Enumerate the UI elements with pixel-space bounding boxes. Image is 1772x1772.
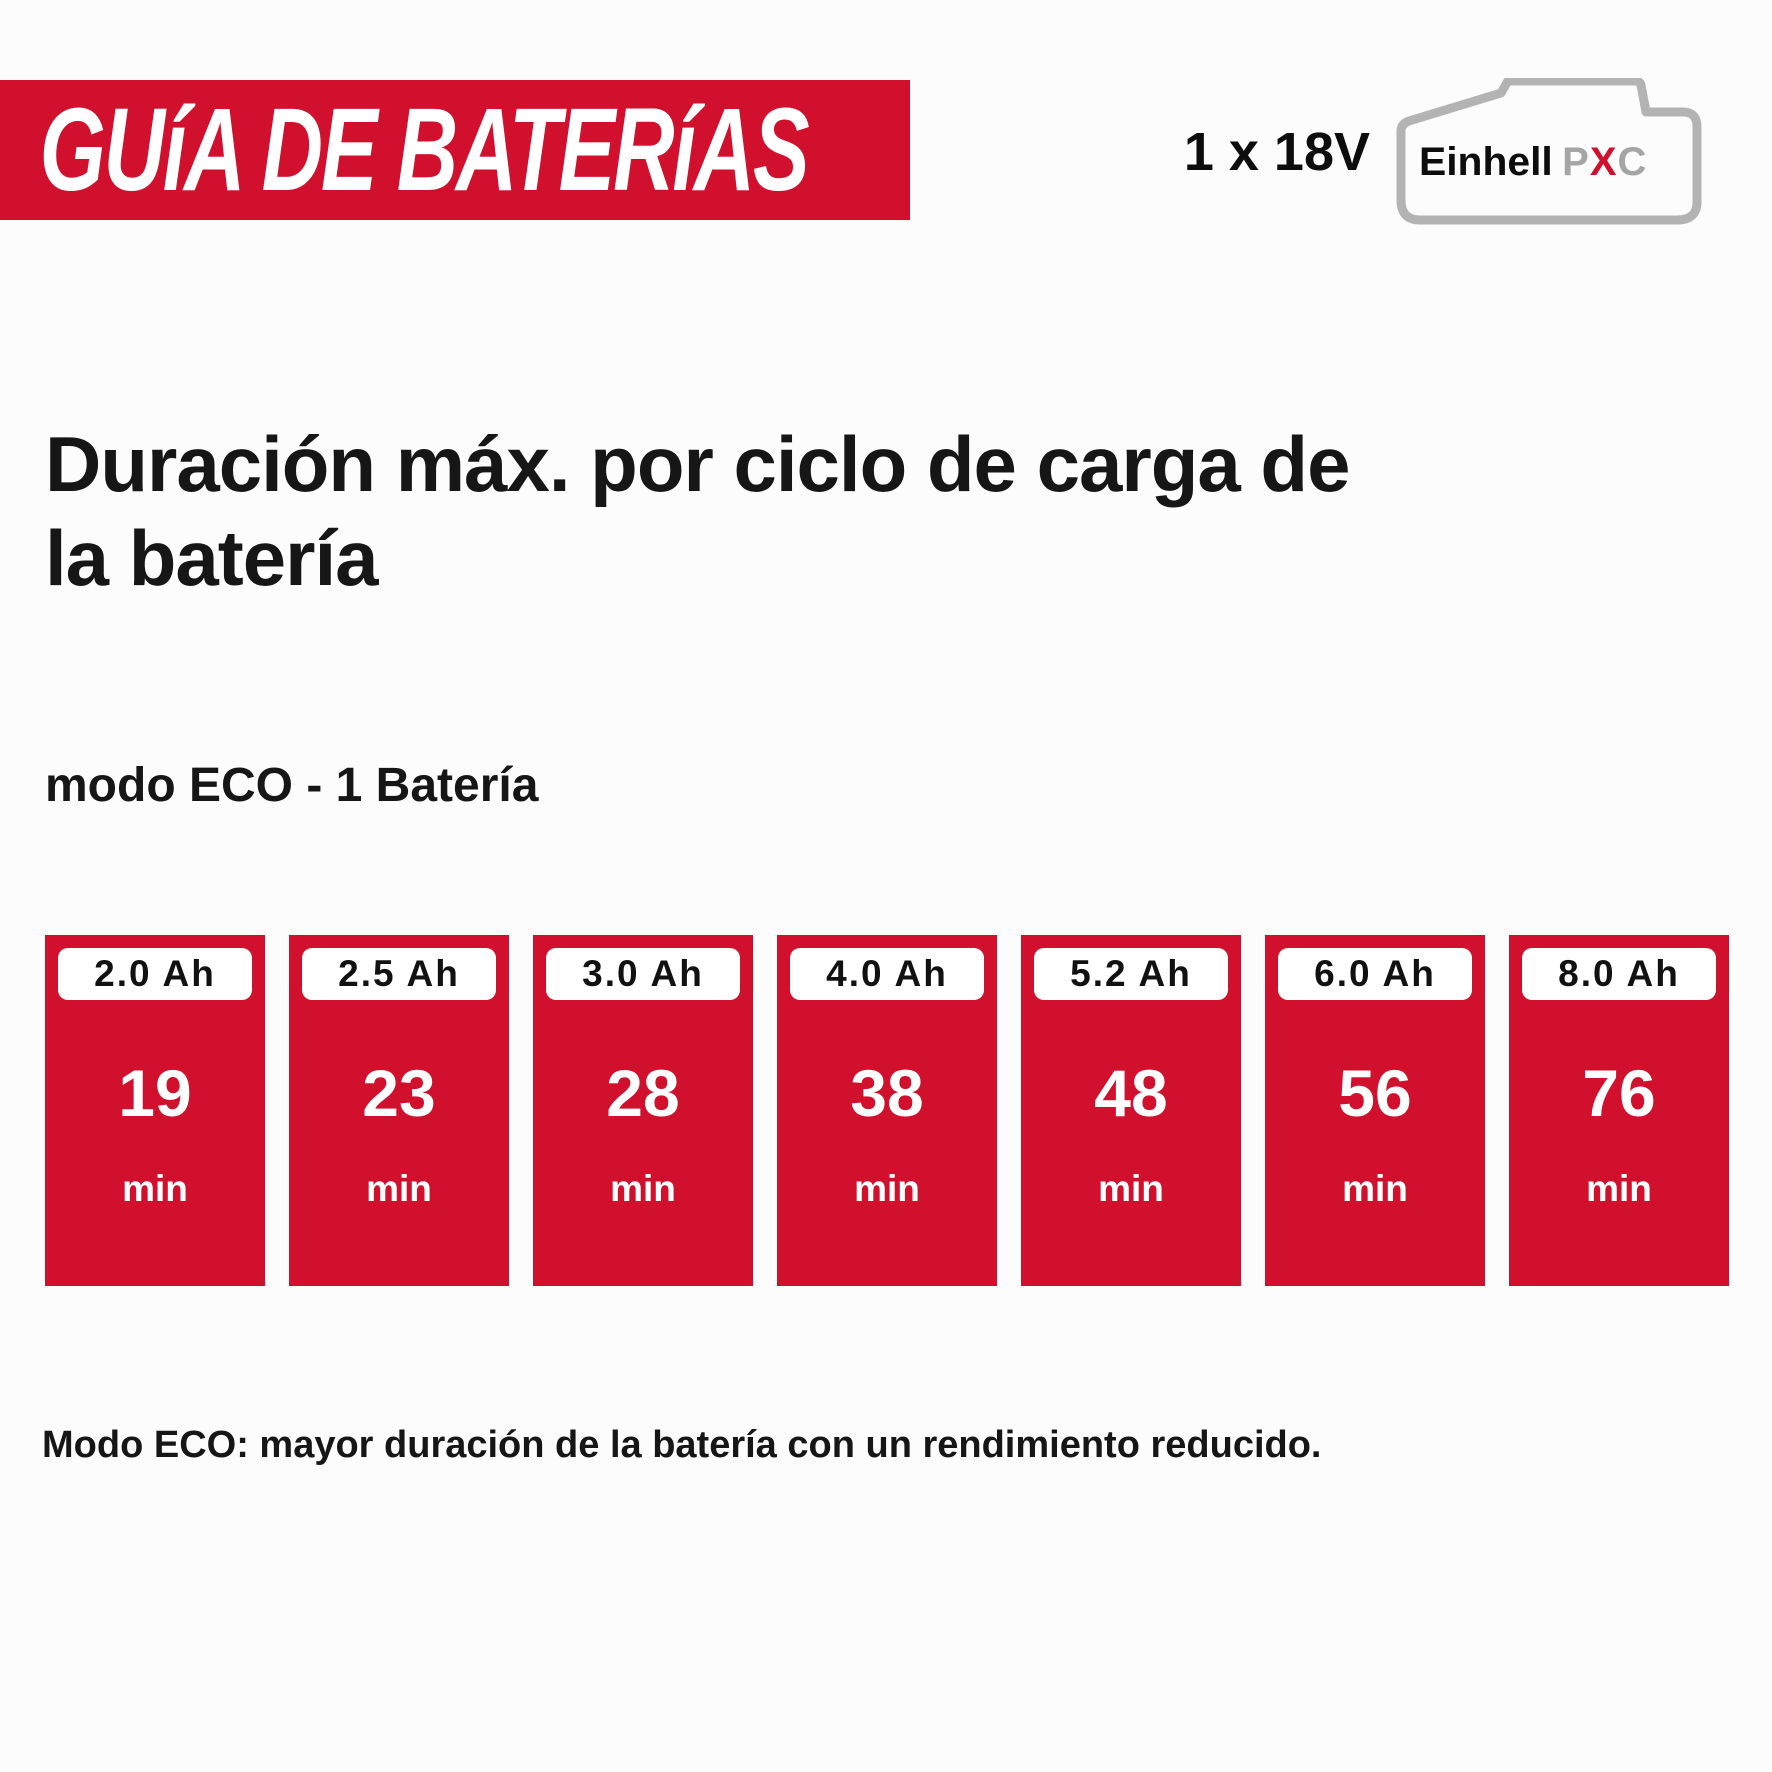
duration-unit: min bbox=[1586, 1168, 1652, 1209]
duration-value: 56 bbox=[1338, 1056, 1412, 1130]
duration-value: 48 bbox=[1094, 1056, 1168, 1130]
capacity-badge: 2.0 Ah bbox=[58, 948, 252, 1000]
capacity-badge: 2.5 Ah bbox=[302, 948, 496, 1000]
mode-subtitle: modo ECO - 1 Batería bbox=[45, 759, 539, 812]
duration-unit: min bbox=[1098, 1168, 1164, 1209]
duration-value: 28 bbox=[606, 1056, 680, 1130]
battery-card-4-0ah bbox=[777, 935, 997, 1286]
page-title bbox=[45, 418, 1745, 605]
duration-unit: min bbox=[366, 1168, 432, 1209]
duration-value: 76 bbox=[1582, 1056, 1656, 1130]
pxc-letter-c: C bbox=[1617, 140, 1648, 184]
guide-title: GUíA DE BATERíAS bbox=[39, 84, 808, 216]
duration-value: 23 bbox=[362, 1056, 436, 1130]
pxc-letter-x: X bbox=[1589, 140, 1618, 184]
eco-mode-footnote: Modo ECO: mayor duración de la batería con un rendimiento reducido. bbox=[42, 1424, 1322, 1466]
capacity-badge: 6.0 Ah bbox=[1278, 948, 1472, 1000]
duration-unit: min bbox=[122, 1168, 188, 1209]
guide-title-banner bbox=[0, 80, 910, 220]
battery-card-5-2ah bbox=[1021, 935, 1241, 1286]
pxc-letter-p: P bbox=[1562, 140, 1590, 184]
battery-duration-cards bbox=[45, 935, 1729, 1286]
page-title-line2: la batería bbox=[45, 513, 378, 602]
duration-value: 38 bbox=[850, 1056, 924, 1130]
battery-card-2-5ah bbox=[289, 935, 509, 1286]
page-title-line1: Duración máx. por ciclo de carga de bbox=[45, 420, 1350, 508]
einhell-pxc-battery-logo bbox=[1392, 78, 1712, 226]
duration-unit: min bbox=[1342, 1168, 1408, 1209]
duration-unit: min bbox=[854, 1168, 920, 1209]
battery-logo-text bbox=[1419, 140, 1647, 185]
capacity-badge: 4.0 Ah bbox=[790, 948, 984, 1000]
battery-card-2-0ah bbox=[45, 935, 265, 1286]
voltage-label: 1 x 18V bbox=[1183, 122, 1370, 182]
brand-name: Einhell bbox=[1419, 140, 1553, 184]
battery-card-3-0ah bbox=[533, 935, 753, 1286]
duration-value: 19 bbox=[118, 1056, 192, 1130]
battery-card-8-0ah bbox=[1509, 935, 1729, 1286]
capacity-badge: 5.2 Ah bbox=[1034, 948, 1228, 1000]
capacity-badge: 8.0 Ah bbox=[1522, 948, 1716, 1000]
battery-system-badge bbox=[1184, 78, 1712, 226]
capacity-badge: 3.0 Ah bbox=[546, 948, 740, 1000]
battery-card-6-0ah bbox=[1265, 935, 1485, 1286]
duration-unit: min bbox=[610, 1168, 676, 1209]
pxc-wordmark bbox=[1562, 140, 1647, 185]
